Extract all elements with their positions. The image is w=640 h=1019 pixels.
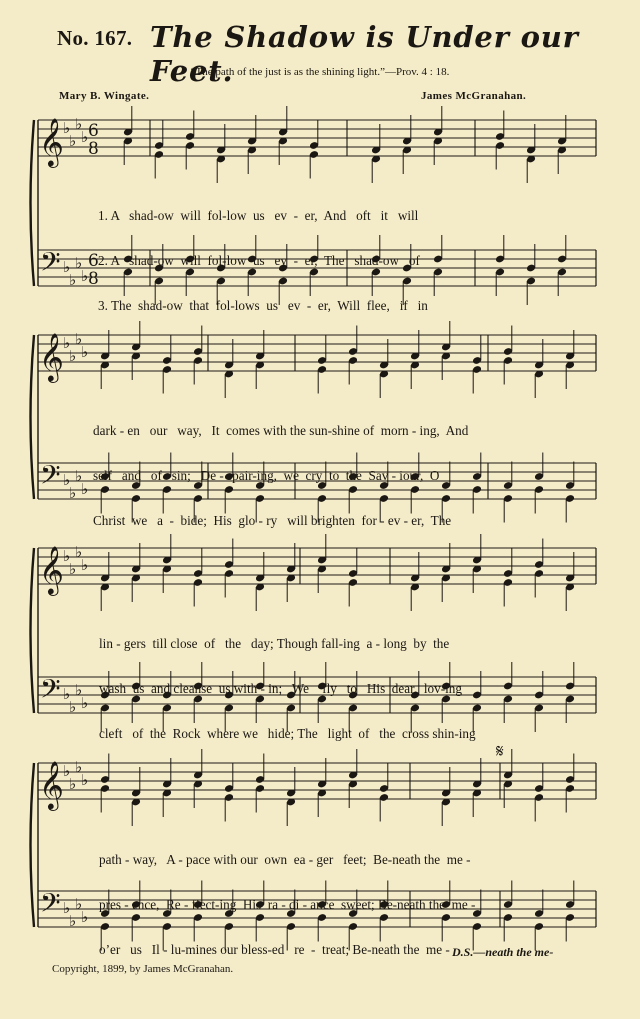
- flat-sign: ♭: [75, 254, 83, 272]
- lyric-line: o’er us Il - lu-mines our bless-ed re - treat; Be-neath the me -: [99, 942, 450, 957]
- flat-sign: ♭: [63, 119, 71, 137]
- lyric-line: cleft of the Rock where we hide; The light of the cross shin-ing: [99, 726, 476, 741]
- lyrics-system-3: [0, 606, 640, 756]
- treble-clef: 𝄞: [39, 545, 64, 594]
- lyrics-system-2: [0, 393, 640, 543]
- lyric-line: 3. The shad-ow that fol-lows us ev - er, Will flee, if in: [98, 298, 428, 313]
- flat-sign: ♭: [75, 758, 83, 776]
- flat-sign: ♭: [69, 347, 77, 365]
- flat-sign: ♭: [75, 330, 83, 348]
- flat-sign: ♭: [75, 895, 83, 913]
- time-sig-top: 6: [88, 121, 99, 141]
- lyric-line: dark - en our way, It comes with the sun-shine of morn - ing, And: [93, 423, 469, 438]
- bass-clef: 𝄢: [40, 887, 61, 925]
- treble-clef: 𝄞: [39, 332, 64, 381]
- author-credit: Mary B. Wingate.: [59, 90, 150, 102]
- lyric-line: 1. A shad-ow will fol-low us ev - er, And oft it will: [98, 208, 419, 223]
- flat-sign: ♭: [81, 267, 89, 285]
- bass-clef: 𝄢: [40, 459, 61, 497]
- lyric-line: pres - ence, Re - flect-ing His ra - di - ance sweet; Be-neath the me -: [99, 897, 476, 912]
- flat-sign: ♭: [63, 762, 71, 780]
- lyric-line: wash us and cleanse us with - in; We fly to His dear, lov-ing: [99, 681, 462, 696]
- flat-sign: ♭: [69, 698, 77, 716]
- flat-sign: ♭: [81, 343, 89, 361]
- lyric-line: Christ we a - bide; His glo - ry will brighten for - ev - er, The: [93, 513, 452, 528]
- lyric-line: lin - gers till close of the day; Though fall-ing a - long by the: [99, 636, 450, 651]
- flat-sign: ♭: [63, 334, 71, 352]
- flat-sign: ♭: [75, 543, 83, 561]
- ds-instruction: D.S.—neath the me-: [452, 945, 554, 959]
- flat-sign: ♭: [69, 560, 77, 578]
- lyrics-system-1: [0, 178, 640, 328]
- flat-sign: ♭: [75, 467, 83, 485]
- lyric-line: self and of sin; De - spair-ing, we cry to the Sav - iour, O: [93, 468, 440, 483]
- flat-sign: ♭: [81, 128, 89, 146]
- flat-sign: ♭: [81, 908, 89, 926]
- flat-sign: ♭: [63, 258, 71, 276]
- flat-sign: ♭: [69, 912, 77, 930]
- flat-sign: ♭: [69, 775, 77, 793]
- flat-sign: ♭: [63, 899, 71, 917]
- bass-clef: 𝄢: [40, 673, 61, 711]
- flat-sign: ♭: [81, 556, 89, 574]
- time-sig-top: 6: [88, 251, 99, 271]
- treble-clef: 𝄞: [39, 117, 64, 166]
- treble-clef: 𝄞: [39, 760, 64, 809]
- segno-sign: 𝄋: [496, 741, 504, 762]
- flat-sign: ♭: [63, 471, 71, 489]
- lyric-line: 2. A shad-ow will fol-low us ev - er, The shad-ow of: [98, 253, 420, 268]
- flat-sign: ♭: [75, 115, 83, 133]
- time-sig-bottom: 8: [88, 269, 99, 289]
- flat-sign: ♭: [81, 694, 89, 712]
- epigraph: “The path of the just is as the shining light.”—Prov. 4 : 18.: [190, 66, 450, 78]
- flat-sign: ♭: [81, 771, 89, 789]
- flat-sign: ♭: [69, 132, 77, 150]
- flat-sign: ♭: [69, 271, 77, 289]
- bass-clef: 𝄢: [40, 246, 61, 284]
- flat-sign: ♭: [69, 484, 77, 502]
- copyright-notice: Copyright, 1899, by James McGranahan.: [52, 963, 234, 975]
- flat-sign: ♭: [63, 685, 71, 703]
- flat-sign: ♭: [81, 480, 89, 498]
- hymn-number: No. 167.: [57, 26, 133, 50]
- time-sig-bottom: 8: [88, 139, 99, 159]
- flat-sign: ♭: [63, 547, 71, 565]
- lyric-line: path - way, A - pace with our own ea - ger feet; Be-neath the me -: [99, 852, 471, 867]
- flat-sign: ♭: [75, 681, 83, 699]
- hymn-title: The Shadow is Under our Feet.: [150, 20, 579, 88]
- composer-credit: James McGranahan.: [421, 90, 527, 102]
